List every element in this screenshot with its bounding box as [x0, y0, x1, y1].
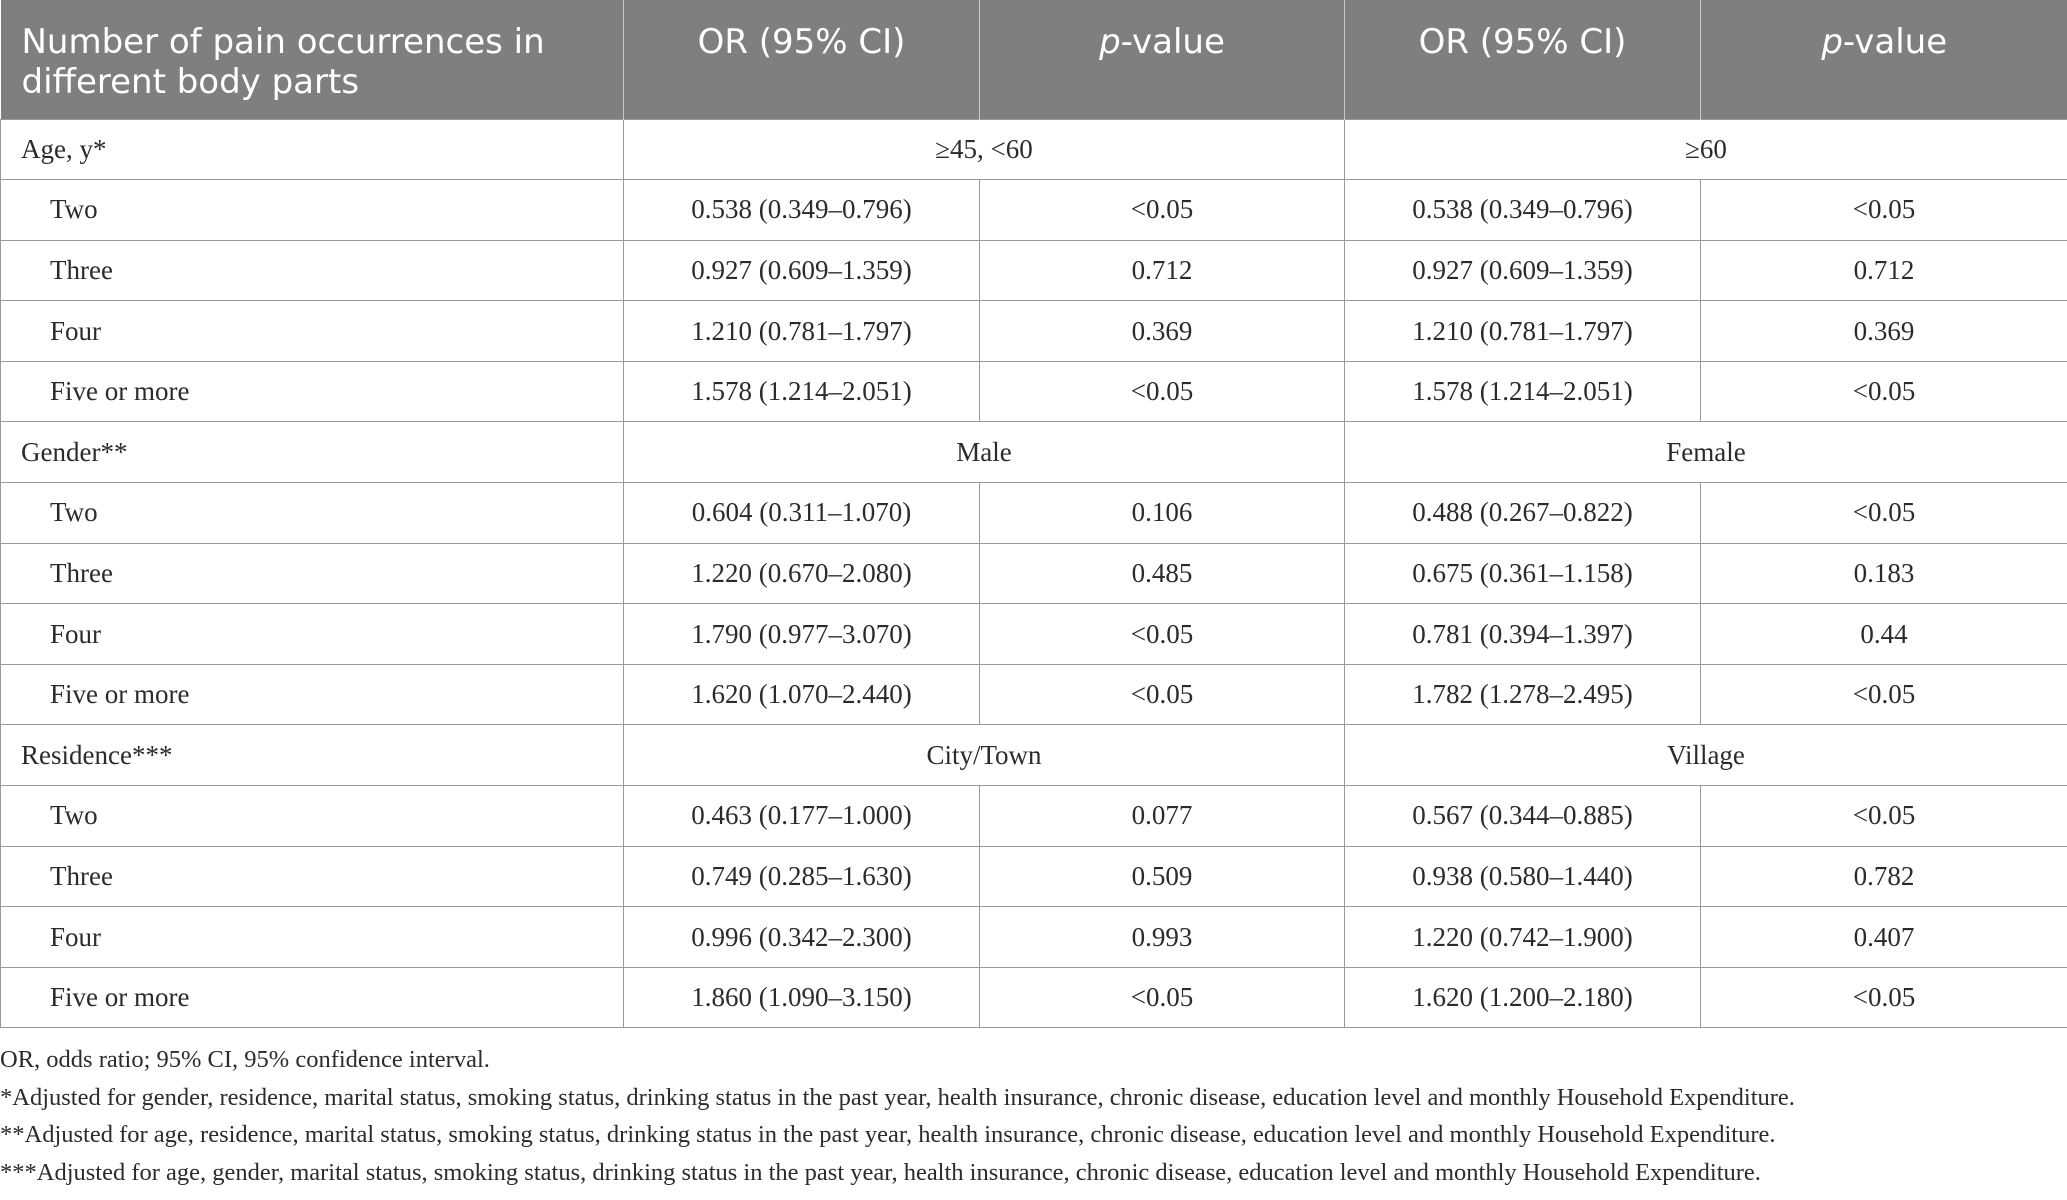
- footnote-residence-adjustment: ***Adjusted for age, gender, marital status, smoking status, drinking status in the past year, health insurance, chronic disease, education level and monthly Household Expenditure.: [0, 1158, 1761, 1186]
- header-pvalue-right-p: p: [1821, 22, 1843, 62]
- or-ci-right: 0.538 (0.349–0.796): [1345, 180, 1701, 241]
- group-label: Age, y*: [1, 119, 624, 180]
- table-footnotes: [0, 1041, 2067, 1191]
- pvalue-right: 0.712: [1701, 240, 2067, 301]
- header-pvalue-right-rest: -value: [1842, 22, 1948, 62]
- or-ci-right: 1.578 (1.214–2.051): [1345, 361, 1701, 422]
- table-row: [1, 604, 2067, 665]
- row-label: Two: [1, 483, 624, 544]
- pvalue-left: 0.712: [980, 240, 1345, 301]
- row-label: Two: [1, 786, 624, 847]
- or-ci-right: 0.675 (0.361–1.158): [1345, 543, 1701, 604]
- or-ci-left: 1.220 (0.670–2.080): [624, 543, 980, 604]
- group-row: [1, 119, 2067, 180]
- group-row: [1, 422, 2067, 483]
- table-row: [1, 180, 2067, 241]
- or-ci-left: 1.620 (1.070–2.440): [624, 664, 980, 725]
- pvalue-right: <0.05: [1701, 786, 2067, 847]
- or-ci-right: 0.938 (0.580–1.440): [1345, 846, 1701, 907]
- table-row: [1, 967, 2067, 1028]
- group-right-category: ≥60: [1345, 119, 2067, 180]
- footnote-gender-adjustment: **Adjusted for age, residence, marital status, smoking status, drinking status in the past year, health insurance, chronic disease, education level and monthly Household Expenditure.: [0, 1121, 1776, 1148]
- group-label: Gender**: [1, 422, 624, 483]
- pvalue-left: 0.509: [980, 846, 1345, 907]
- pvalue-right: 0.369: [1701, 301, 2067, 362]
- table-row: [1, 361, 2067, 422]
- row-label: Four: [1, 604, 624, 665]
- pvalue-left: <0.05: [980, 604, 1345, 665]
- pvalue-left: 0.369: [980, 301, 1345, 362]
- row-label: Four: [1, 907, 624, 968]
- pvalue-left: 0.077: [980, 786, 1345, 847]
- row-label: Five or more: [1, 361, 624, 422]
- or-ci-right: 1.782 (1.278–2.495): [1345, 664, 1701, 725]
- group-left-category: City/Town: [624, 725, 1345, 786]
- or-ci-right: 1.620 (1.200–2.180): [1345, 967, 1701, 1028]
- or-ci-left: 1.578 (1.214–2.051): [624, 361, 980, 422]
- or-ci-left: 0.996 (0.342–2.300): [624, 907, 980, 968]
- row-label: Three: [1, 240, 624, 301]
- or-ci-left: 0.604 (0.311–1.070): [624, 483, 980, 544]
- footnote-age-adjustment: *Adjusted for gender, residence, marital status, smoking status, drinking status in the past year, health insurance, chronic disease, education level and monthly Household Expenditure.: [0, 1083, 1795, 1111]
- pvalue-left: <0.05: [980, 664, 1345, 725]
- pvalue-right: <0.05: [1701, 361, 2067, 422]
- table-row: [1, 786, 2067, 847]
- row-label: Two: [1, 180, 624, 241]
- or-ci-right: 0.927 (0.609–1.359): [1345, 240, 1701, 301]
- table-row: [1, 301, 2067, 362]
- pvalue-right: <0.05: [1701, 483, 2067, 544]
- table-row: [1, 543, 2067, 604]
- or-ci-left: 1.860 (1.090–3.150): [624, 967, 980, 1028]
- pvalue-left: <0.05: [980, 180, 1345, 241]
- group-label: Residence***: [1, 725, 624, 786]
- header-or-ci-right: OR (95% CI): [1345, 0, 1701, 119]
- pvalue-left: 0.993: [980, 907, 1345, 968]
- table-row: [1, 846, 2067, 907]
- table-row: [1, 483, 2067, 544]
- row-label: Three: [1, 846, 624, 907]
- pvalue-right: 0.407: [1701, 907, 2067, 968]
- or-ci-right: 0.488 (0.267–0.822): [1345, 483, 1701, 544]
- footnote-abbreviations: OR, odds ratio; 95% CI, 95% confidence interval.: [0, 1046, 490, 1073]
- pvalue-left: <0.05: [980, 361, 1345, 422]
- or-ci-left: 1.210 (0.781–1.797): [624, 301, 980, 362]
- pvalue-left: 0.485: [980, 543, 1345, 604]
- or-ci-left: 0.749 (0.285–1.630): [624, 846, 980, 907]
- or-ci-right: 1.220 (0.742–1.900): [1345, 907, 1701, 968]
- table-row: [1, 240, 2067, 301]
- pvalue-left: 0.106: [980, 483, 1345, 544]
- header-pvalue-left-p: p: [1099, 22, 1121, 62]
- pvalue-left: <0.05: [980, 967, 1345, 1028]
- header-row: [1, 0, 2067, 119]
- pvalue-right: <0.05: [1701, 180, 2067, 241]
- header-pvalue-left-rest: -value: [1120, 22, 1225, 62]
- header-pvalue-left: [980, 0, 1345, 119]
- pvalue-right: 0.44: [1701, 604, 2067, 665]
- or-ci-left: 0.538 (0.349–0.796): [624, 180, 980, 241]
- or-ci-left: 1.790 (0.977–3.070): [624, 604, 980, 665]
- group-left-category: Male: [624, 422, 1345, 483]
- header-pain-occurrences: Number of pain occurrences in different body parts: [1, 0, 624, 119]
- or-ci-right: 0.781 (0.394–1.397): [1345, 604, 1701, 665]
- group-row: [1, 725, 2067, 786]
- pvalue-right: <0.05: [1701, 664, 2067, 725]
- group-right-category: Female: [1345, 422, 2067, 483]
- table-header: [1, 0, 2067, 119]
- row-label: Five or more: [1, 967, 624, 1028]
- table-row: [1, 664, 2067, 725]
- row-label: Five or more: [1, 664, 624, 725]
- pvalue-right: 0.183: [1701, 543, 2067, 604]
- or-ci-right: 0.567 (0.344–0.885): [1345, 786, 1701, 847]
- header-or-ci-left: OR (95% CI): [624, 0, 980, 119]
- pvalue-right: <0.05: [1701, 967, 2067, 1028]
- table-body: [1, 119, 2067, 1028]
- row-label: Three: [1, 543, 624, 604]
- or-ci-right: 1.210 (0.781–1.797): [1345, 301, 1701, 362]
- or-ci-left: 0.927 (0.609–1.359): [624, 240, 980, 301]
- row-label: Four: [1, 301, 624, 362]
- or-ci-left: 0.463 (0.177–1.000): [624, 786, 980, 847]
- group-left-category: ≥45, <60: [624, 119, 1345, 180]
- header-pvalue-right: [1701, 0, 2067, 119]
- table-row: [1, 907, 2067, 968]
- pvalue-right: 0.782: [1701, 846, 2067, 907]
- group-right-category: Village: [1345, 725, 2067, 786]
